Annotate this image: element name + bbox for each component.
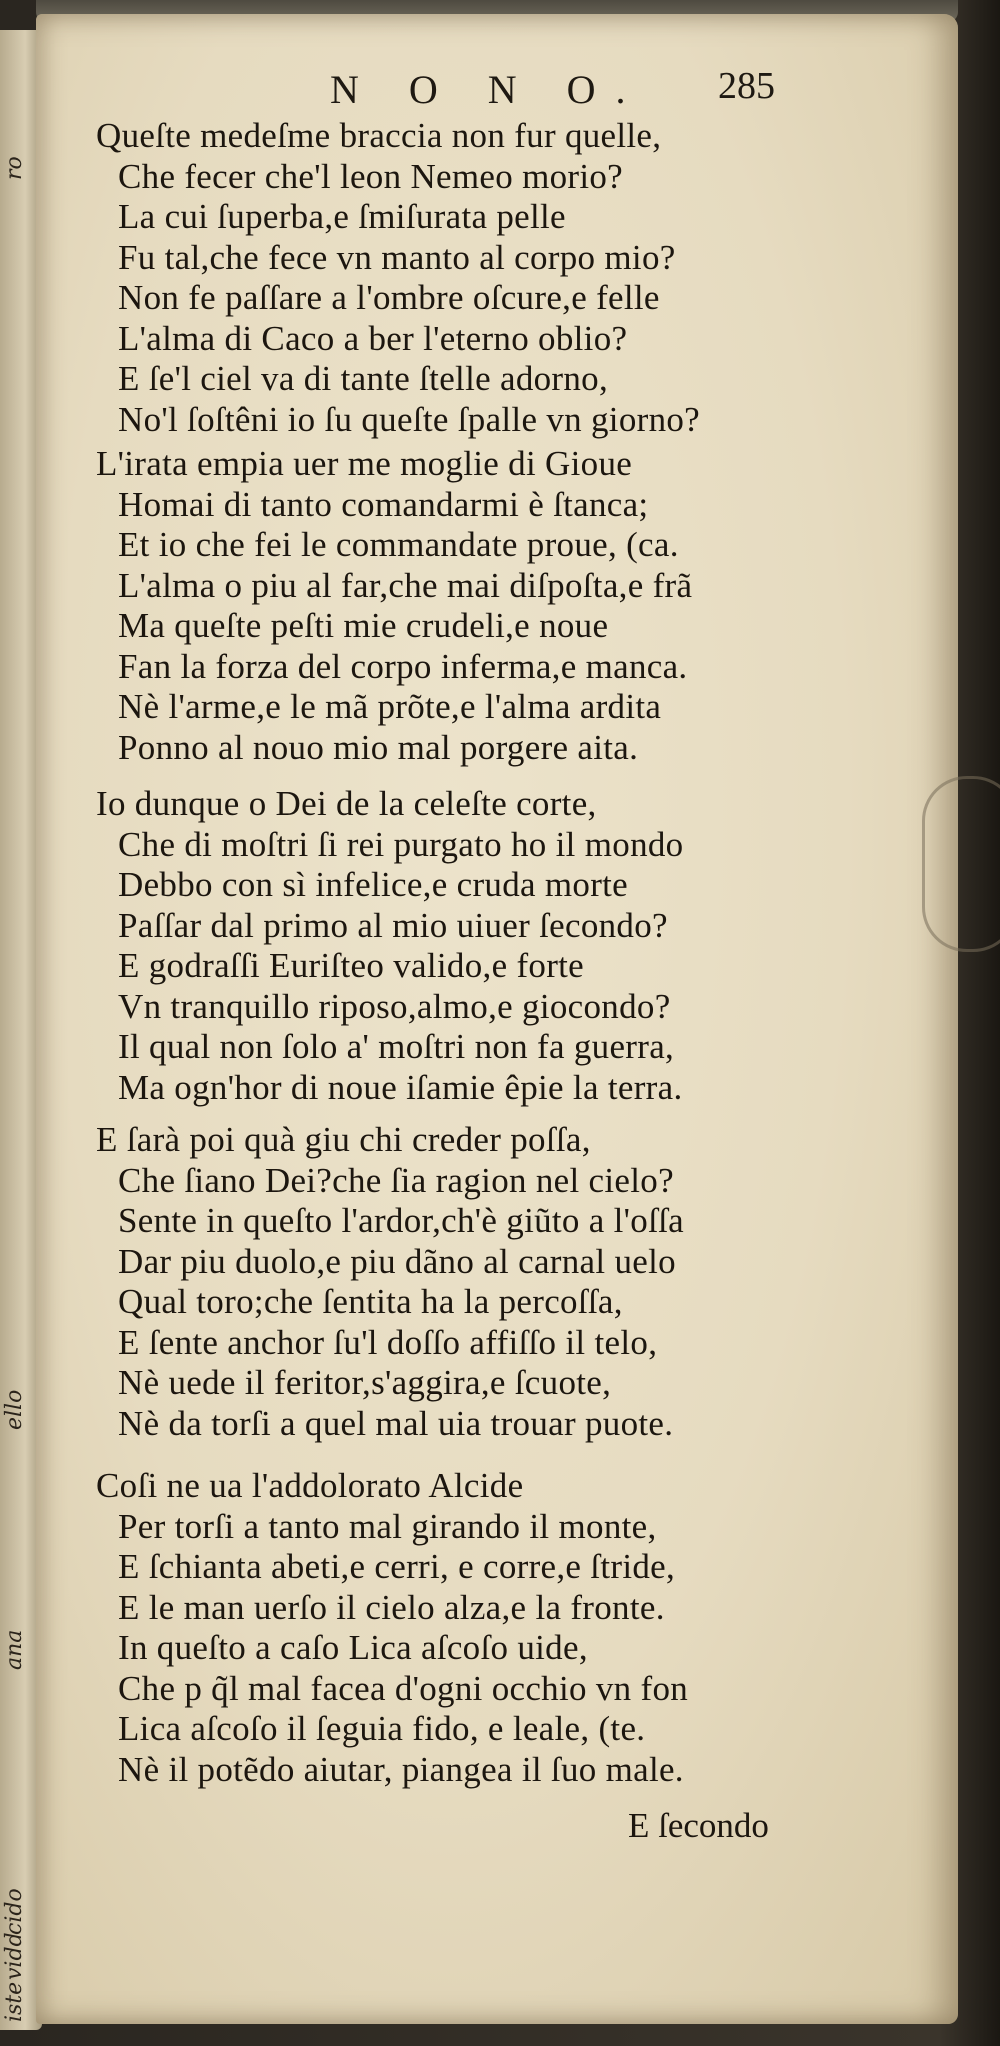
verse-line: Che di moſtri ſi rei purgato ho il mondo (118, 825, 684, 864)
margin-fragment: ro (2, 156, 27, 180)
verse-line: Ma queſte peſti mie crudeli,e noue (118, 606, 609, 645)
verse-line: Che p q̃l mal facea d'ogni occhio vn fon (118, 1669, 689, 1708)
verse-line: Queſte medeſme braccia non fur quelle, (96, 116, 662, 155)
verse-line: Il qual non ſolo a' moſtri non fa guerra, (118, 1027, 675, 1066)
verse-line: Io dunque o Dei de la celeſte corte, (96, 784, 597, 823)
verse-line: Debbo con sì infelice,e cruda morte (118, 865, 629, 904)
verse-line: Nè l'arme,e le mã prõte,e l'alma ardita (118, 687, 662, 726)
verse-line: In queſto a caſo Lica aſcoſo uide, (118, 1628, 588, 1667)
verse-line: Che fecer che'l leon Nemeo morio? (118, 157, 624, 196)
verse-line: Qual toro;che ſentita ha la percoſſa, (118, 1282, 623, 1321)
verse-line: E le man uerſo il cielo alza,e la fronte. (118, 1588, 665, 1627)
verse-line: Fu tal,che fece vn manto al corpo mio? (118, 238, 676, 277)
verse-line: Homai di tanto comandarmi è ſtanca; (118, 485, 649, 524)
verse-line: Fan la forza del corpo inferma,e manca. (118, 647, 688, 686)
verse-line: No'l ſoſtêni io ſu queſte ſpalle vn giorno? (118, 400, 701, 439)
verse-line: Lica aſcoſo il ſeguia fido, e leale, (te. (118, 1709, 646, 1748)
verse-line: E ſe'l ciel va di tante ſtelle adorno, (118, 359, 609, 398)
verse-line: Nè uede il feritor,s'aggira,e ſcuote, (118, 1363, 612, 1402)
verse-line: La cui ſuperba,e ſmiſurata pelle (118, 197, 566, 236)
verse-line: Paſſar dal primo al mio uiuer ſecondo? (118, 906, 668, 945)
verse-line: E godraſſi Euriſteo valido,e forte (118, 946, 585, 985)
verse-line: L'irata empia uer me moglie di Gioue (96, 444, 633, 483)
verse-line: Nè il potẽdo aiutar, piangea il ſuo male. (118, 1750, 684, 1789)
verse-line: Coſi ne ua l'addolorato Alcide (96, 1466, 524, 1505)
catchword: E ſecondo (628, 1806, 769, 1845)
verse-line: E ſente anchor ſu'l doſſo affiſſo il telo, (118, 1323, 658, 1362)
margin-fragment: vidd (2, 1932, 27, 1980)
verse-line: E ſarà poi quà giu chi creder poſſa, (96, 1120, 591, 1159)
verse-line: Che ſiano Dei?che ſia ragion nel cielo? (118, 1161, 674, 1200)
verse-line: Sente in queſto l'ardor,ch'è giũto a l'oſſa (118, 1201, 684, 1240)
margin-fragment: ello (2, 1389, 27, 1430)
margin-fragment: ana (2, 1629, 27, 1670)
verse-line: Et io che fei le commandate proue, (ca. (118, 525, 679, 564)
verse-line: Ma ogn'hor di noue iſamie êpie la terra. (118, 1068, 683, 1107)
verse-line: Per torſi a tanto mal girando il monte, (118, 1507, 657, 1546)
verse-line: Vn tranquillo riposo,almo,e giocondo? (118, 987, 671, 1026)
verse-line: Ponno al nouo mio mal porgere aita. (118, 728, 639, 767)
margin-fragment: cido (2, 1888, 27, 1935)
verse-line: Nè da torſi a quel mal uia trouar puote. (118, 1404, 674, 1443)
running-head: N O N O. (330, 67, 646, 112)
verse-line: Non fe paſſare a l'ombre oſcure,e felle (118, 278, 660, 317)
verse-line: Dar piu duolo,e piu dãno al carnal uelo (118, 1242, 676, 1281)
margin-fragment: iste (2, 1981, 27, 2022)
verse-line: L'alma di Caco a ber l'eterno oblio? (118, 319, 628, 358)
page-number: 285 (718, 65, 775, 107)
verse-line: E ſchianta abeti,e cerri, e corre,e ſtride, (118, 1547, 676, 1586)
verse-line: L'alma o piu al far,che mai diſpoſta,e frã (118, 566, 693, 605)
